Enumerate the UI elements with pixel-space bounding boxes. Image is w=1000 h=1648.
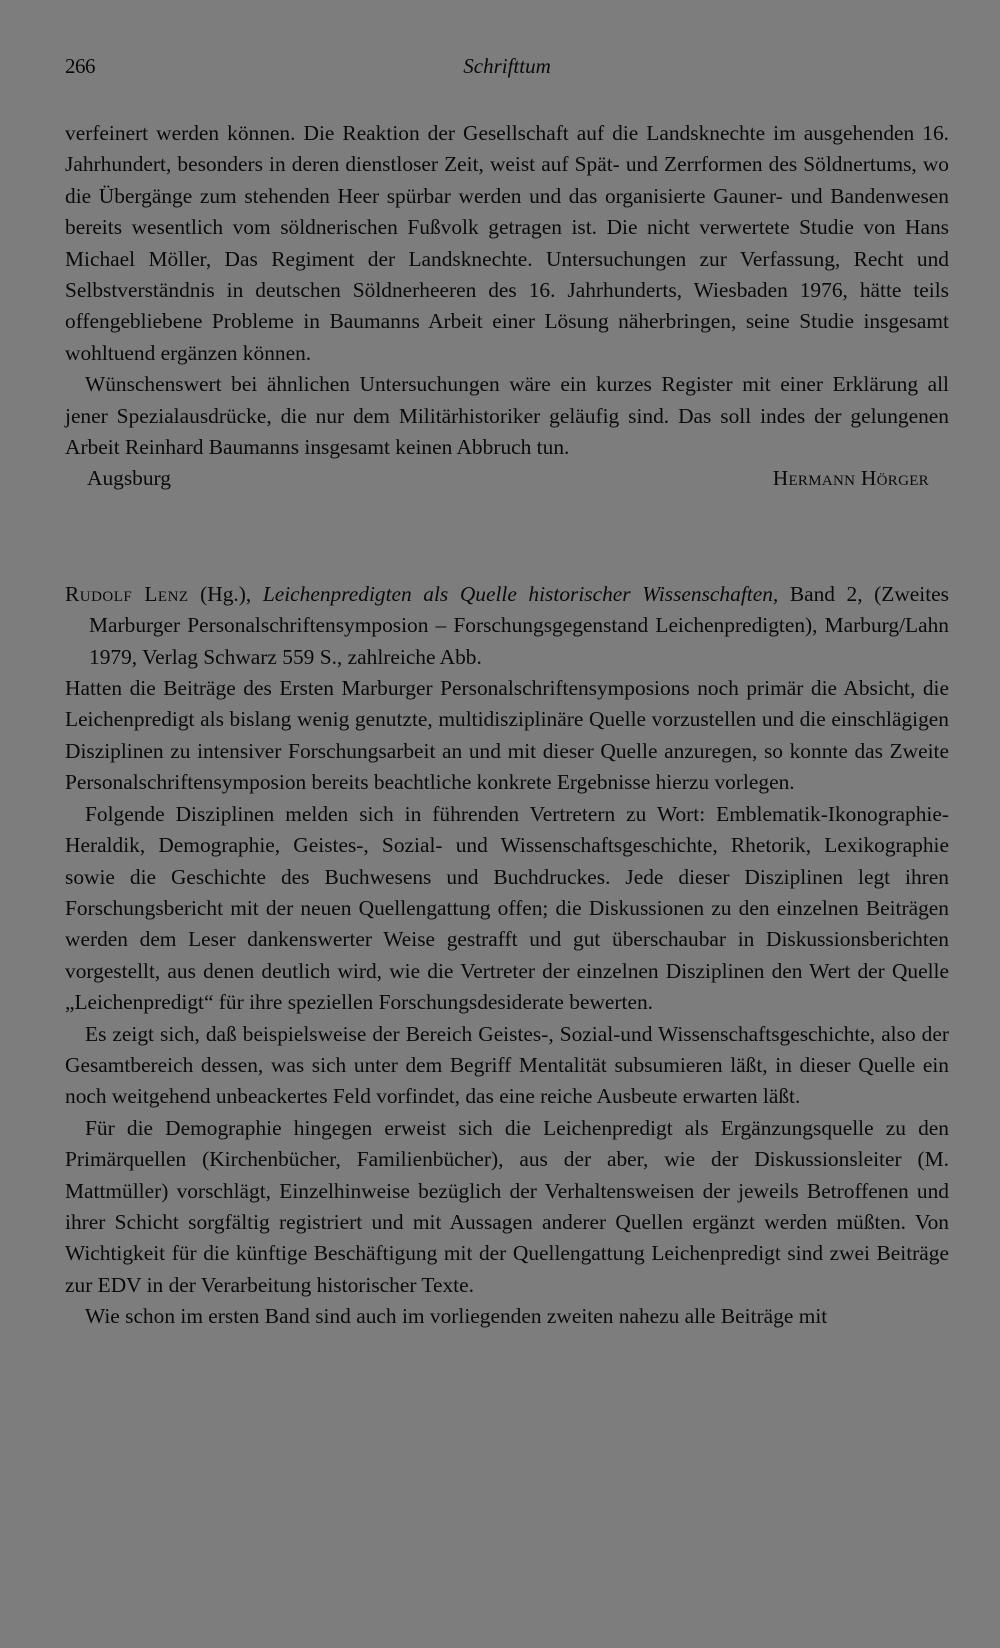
- signature-place: Augsburg: [87, 466, 171, 491]
- review-paragraph: Für die Demographie hingegen erweist sich die Leichenpredigt als Ergänzungsquelle zu den Primärquellen (Kirchenbücher, Familienbücher), aus der aber, wie der Diskussionsleiter (M. Mattmüller) vorschlägt, Einzelhinweise bezüglich der Verhaltensweisen der jeweils Betroffenen und ihrer Schicht sorgfältig registriert und mit Aussagen anderer Quellen ergänzt werden müßten. Von Wichtigkeit für die künftige Beschäftigung mit der Quellengattung Leichenpredigt sind zwei Beiträge zur EDV in der Verarbeitung historischer Texte.: [65, 1115, 949, 1297]
- document-page: [65, 50, 949, 1333]
- review-paragraph: Wie schon im ersten Band sind auch im vorliegenden zweiten nahezu alle Beiträge mit: [85, 1304, 828, 1329]
- previous-review-closing: Wünschenswert bei ähnlichen Untersuchungen wäre ein kurzes Register mit einer Erklärung all jener Spezialausdrücke, die nur dem Militärhistoriker geläufig sind. Das soll indes der gelungenen Arbeit Reinhard Baumanns insgesamt keinen Abbruch tun.: [65, 372, 949, 460]
- running-header: [65, 50, 949, 90]
- book-details: Band 2, (Zweites Marburger Personalschriftensymposion – Forschungsgegenstand Leichenpredigten), Marburg/Lahn 1979, Verlag Schwarz 559 S., zahlreiche Abb.: [89, 581, 950, 669]
- section-title: Schrifttum: [463, 54, 551, 78]
- editor-note: (Hg.),: [188, 581, 263, 606]
- signature-name: Hermann Hörger: [772, 466, 929, 491]
- book-title: Leichenpredigten als Quelle historischer Wissenschaften,: [262, 581, 779, 606]
- review-author: Rudolf Lenz: [65, 581, 189, 606]
- review-paragraph: Folgende Disziplinen melden sich in führenden Vertretern zu Wort: Emblematik-Ikonographie-Heraldik, Demographie, Geistes-, Sozial- und Wissenschaftsgeschichte, Rhetorik, Lexikographie sowie die Geschichte des Buchwesens und Buchdruckes. Jede dieser Disziplinen legt ihren Forschungsbericht mit der neuen Quellengattung offen; die Diskussionen zu den einzelnen Beiträgen werden dem Leser dankenswerter Weise gestrafft und gut überschaubar in Diskussionsberichten vorgestellt, aus denen deutlich wird, wie die Vertreter der einzelnen Disziplinen den Wert der Quelle „Leichenpredigt“ für ihre speziellen Forschungsdesiderate bewerten.: [65, 801, 949, 1015]
- review-paragraph: Hatten die Beiträge des Ersten Marburger Personalschriftensymposions noch primär die Absicht, die Leichenpredigt als bislang wenig genutzte, multidisziplinäre Quelle vorzustellen und die einschlägigen Disziplinen zu intensiver Forschungsarbeit an und mit dieser Quelle anzuregen, so konnte das Zweite Personalschriftensymposion bereits beachtliche konkrete Ergebnisse hierzu vorlegen.: [65, 676, 949, 795]
- previous-review-continuation: verfeinert werden können. Die Reaktion der Gesellschaft auf die Landsknechte im ausgehenden 16. Jahrhundert, besonders in deren dienstloser Zeit, weist auf Spät- und Zerrformen des Söldnertums, wo die Übergänge zum stehenden Heer spürbar werden und das organisierte Gauner- und Bandenwesen bereits wesentlich vom söldnerischen Fußvolk getragen ist. Die nicht verwertete Studie von Hans Michael Möller, Das Regiment der Landsknechte. Untersuchungen zur Verfassung, Recht und Selbstverständnis in deutschen Söldnerheeren des 16. Jahrhunderts, Wiesbaden 1976, hätte teils offengebliebene Probleme in Baumanns Arbeit einer Lösung näherbringen, seine Studie insgesamt wohltuend ergänzen können.: [65, 121, 949, 365]
- page-number: 266: [65, 54, 95, 78]
- review-paragraph: Es zeigt sich, daß beispielsweise der Bereich Geistes-, Sozial-und Wissenschaftsgeschichte, also der Gesamtbereich dessen, was sich unter dem Begriff Mentalität subsumieren läßt, in dieser Quelle ein noch weitgehend unbeackertes Feld vorfindet, das eine reiche Ausbeute erwarten läßt.: [65, 1021, 949, 1109]
- review-signature: [65, 463, 949, 494]
- review-citation: [65, 579, 949, 673]
